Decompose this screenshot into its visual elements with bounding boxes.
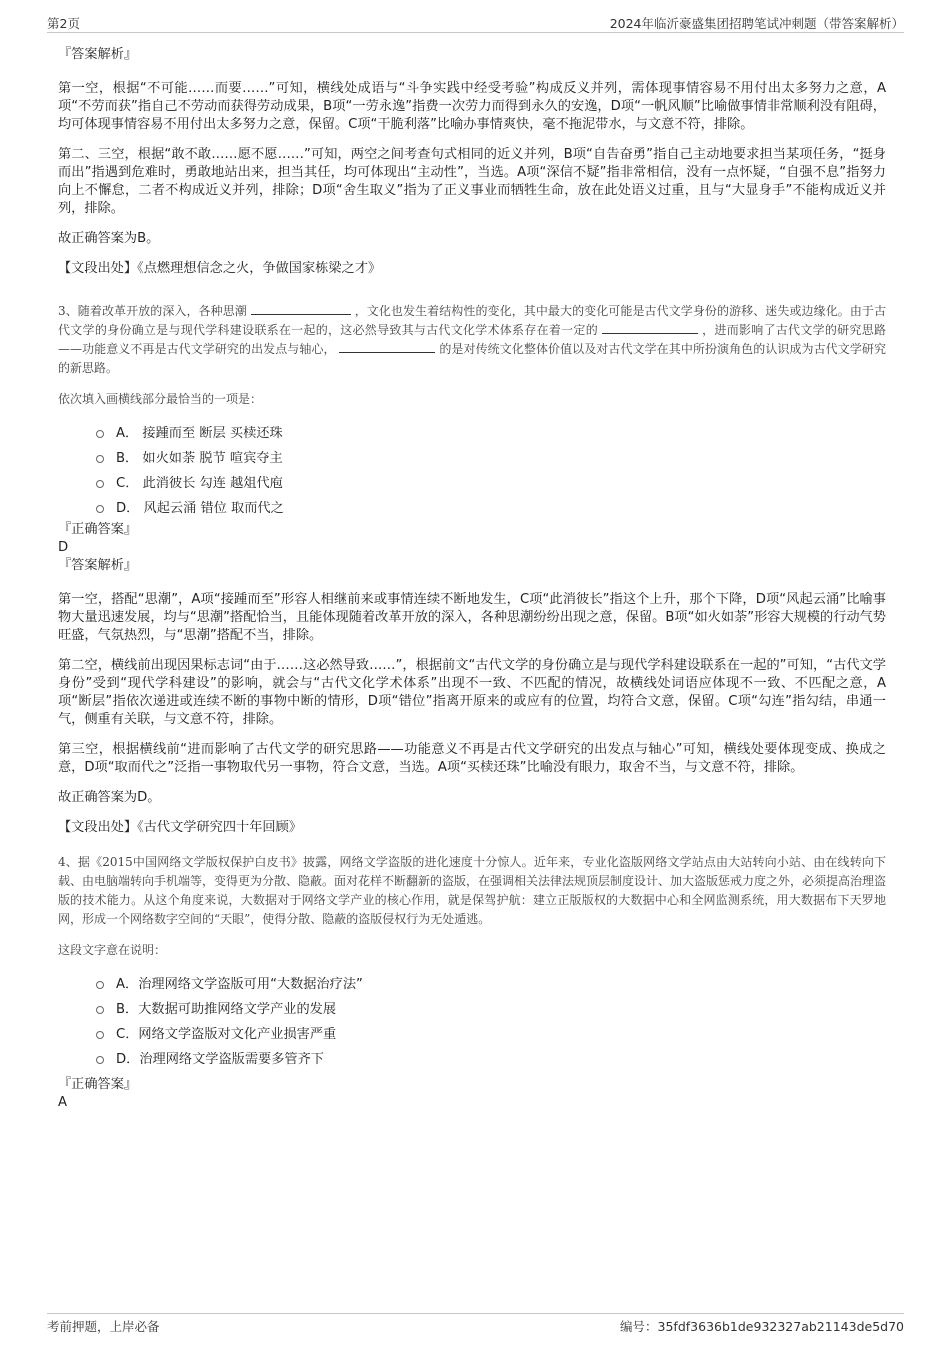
option-label: C．网络文学盗版对文化产业损害严重 bbox=[116, 1027, 337, 1042]
option-c[interactable] bbox=[96, 471, 886, 496]
option-a[interactable] bbox=[96, 972, 886, 997]
q3-source: 【文段出处】《古代文学研究四十年回顾》 bbox=[58, 820, 302, 835]
option-label: A． 接踵而至 断层 买椟还珠 bbox=[116, 426, 283, 441]
q2-analysis-label: 『答案解析』 bbox=[58, 47, 138, 62]
q2-analysis-p1: 第一空，根据“不可能……而要……”可知，横线处成语与“斗争实践中经受考验”构成反义并列，需体现事情容易不用付出太多努力之意，A项“不劳而获”指自己不劳动而获得劳动成果，B项“一劳永逸”指费一次劳力而得到永久的安逸，D项“一帆风顺”比喻做事情非常顺利没有阻碍，均可体现事情容易不用付出太多努力之意，保留。C项“干脆利落”比喻办事情爽快，毫不拖泥带水，与文意不符，排除。 bbox=[58, 81, 886, 132]
q3-correct-answer: D bbox=[58, 540, 69, 555]
option-b[interactable] bbox=[96, 446, 886, 471]
document-id: 编号：35fdf3636b1de932327ab21143de5d70 bbox=[620, 1319, 904, 1334]
option-d[interactable] bbox=[96, 496, 886, 521]
q3-prompt: 依次填入画横线部分最恰当的一项是： bbox=[58, 392, 263, 406]
q2-source: 【文段出处】《点燃理想信念之火，争做国家栋梁之才》 bbox=[58, 261, 382, 276]
page-footer bbox=[47, 1313, 904, 1336]
q4-prompt: 这段文字意在说明： bbox=[58, 943, 167, 957]
radio-icon[interactable] bbox=[96, 480, 104, 488]
option-a[interactable] bbox=[96, 421, 886, 446]
blank-2 bbox=[602, 332, 698, 334]
radio-icon[interactable] bbox=[96, 1006, 104, 1014]
option-label: B．大数据可助推网络文学产业的发展 bbox=[116, 1002, 337, 1017]
q3-analysis-p1: 第一空，搭配“思潮”，A项“接踵而至”形容人相继前来或事情连续不断地发生，C项“此消彼长”指这个上升，那个下降，D项“风起云涌”比喻事物大量迅速发展，均与“思潮”搭配恰当，且能体现随着改革开放的深入，各种思潮纷纷出现之意，保留。B项“如火如荼”形容大规模的行动气势旺盛，气氛热烈，与“思潮”搭配不当，排除。 bbox=[58, 592, 886, 643]
page-number: 第2页 bbox=[47, 16, 80, 31]
radio-icon[interactable] bbox=[96, 430, 104, 438]
q3-stem-part: ，文化也发生着结构性的变化，其中最大的变化可能是古代文学身份的游移、迷失或边缘化。由于古代文学的身份确立是与现代学科建设联系在一起的，这必然导致其与古代文化学术体系存在着一定的 bbox=[58, 304, 886, 337]
option-label: C． 此消彼长 勾连 越俎代庖 bbox=[116, 476, 283, 491]
option-label: D．治理网络文学盗版需要多管齐下 bbox=[116, 1052, 324, 1067]
q3-analysis-p2: 第二空，横线前出现因果标志词“由于……这必然导致……”，根据前文“古代文学的身份确立是与现代学科建设联系在一起的”可知，“古代文学身份”受到“现代学科建设”的影响，就会与“古代文化学术体系”出现不一致、不匹配的情况，故横线处词语应体现不一致、不匹配之意，A项“断层”指依次递进或连续不断的事物中断的情形，D项“错位”指离开原来的或应有的位置，均符合文意，保留。C项“勾连”指勾结，串通一气，侧重有关联，与文意不符，排除。 bbox=[58, 658, 886, 727]
q2-analysis-p2: 第二、三空，根据“敢不敢……愿不愿……”可知，两空之间考查句式相同的近义并列，B项“自告奋勇”指自己主动地要求担当某项任务，“挺身而出”指遇到危难时，勇敢地站出来，担当其任，均可体现出“主动性”，当选。A项“深信不疑”指非常相信，没有一点怀疑，“自强不息”指努力向上不懈怠，二者不构成近义并列，排除；D项“舍生取义”指为了正义事业而牺牲生命，放在此处语义过重，且与“大显身手”不能构成近义并列，排除。 bbox=[58, 147, 886, 216]
q3-stem-part: 的是对传统文化整体价值以及对古代文学在其中所扮演角色的认识成为古代文学研究的新思路。 bbox=[58, 342, 886, 375]
option-label: D． 风起云涌 错位 取而代之 bbox=[116, 501, 284, 516]
document-title: 2024年临沂豪盛集团招聘笔试冲刺题（带答案解析） bbox=[609, 16, 904, 31]
q3-options bbox=[96, 421, 886, 521]
q4-correct-answer: A bbox=[58, 1095, 68, 1110]
blank-3 bbox=[339, 351, 435, 353]
q3-stem bbox=[58, 302, 886, 378]
option-b[interactable] bbox=[96, 997, 886, 1022]
option-c[interactable] bbox=[96, 1022, 886, 1047]
q4-stem: 4、据《2015中国网络文学版权保护白皮书》披露，网络文学盗版的进化速度十分惊人。近年来，专业化盗版网络文学站点由大站转向小站、由在线转向下载、由电脑端转向手机端等，变得更为分散、隐蔽。面对花样不断翻新的盗版，在强调相关法律法规顶层制度设计、加大盗版惩戒力度之外，必须提高治理盗版的技术能力。从这个角度来说，大数据对于网络文学产业的核心作用，就是保驾护航：建立正版版权的大数据中心和全网监测系统，用大数据布下天罗地网，形成一个网络数字空间的“天眼”，使得分散、隐蔽的盗版侵权行为无处遁逃。 bbox=[58, 855, 887, 926]
q2-conclusion: 故正确答案为B。 bbox=[58, 231, 160, 246]
document-body bbox=[58, 46, 886, 1112]
radio-icon[interactable] bbox=[96, 505, 104, 513]
option-label: B． 如火如荼 脱节 喧宾夺主 bbox=[116, 451, 283, 466]
footer-slogan: 考前押题，上岸必备 bbox=[47, 1319, 160, 1334]
option-label: A．治理网络文学盗版可用“大数据治疗法” bbox=[116, 977, 363, 992]
q3-analysis-label: 『答案解析』 bbox=[58, 558, 138, 573]
option-d[interactable] bbox=[96, 1047, 886, 1072]
blank-1 bbox=[251, 313, 351, 315]
q3-analysis-p3: 第三空，根据横线前“进而影响了古代文学的研究思路——功能意义不再是古代文学研究的出发点与轴心”可知，横线处要体现变成、换成之意，D项“取而代之”泛指一事物取代另一事物，符合文意，当选。A项“买椟还珠”比喻没有眼力，取舍不当，与文意不符，排除。 bbox=[58, 742, 886, 775]
radio-icon[interactable] bbox=[96, 1056, 104, 1064]
q3-correct-label: 『正确答案』 bbox=[58, 522, 138, 537]
q4-correct-label: 『正确答案』 bbox=[58, 1077, 138, 1092]
q3-conclusion: 故正确答案为D。 bbox=[58, 790, 161, 805]
q3-stem-part: 3、随着改革开放的深入，各种思潮 bbox=[58, 304, 247, 318]
page-header bbox=[47, 12, 904, 33]
radio-icon[interactable] bbox=[96, 981, 104, 989]
q3-stem-part: ，进而影响了古代文学的研究思路——功能意义不再是古代文学研究的出发点与轴心， bbox=[58, 323, 886, 356]
radio-icon[interactable] bbox=[96, 455, 104, 463]
q4-options bbox=[96, 972, 886, 1072]
radio-icon[interactable] bbox=[96, 1031, 104, 1039]
